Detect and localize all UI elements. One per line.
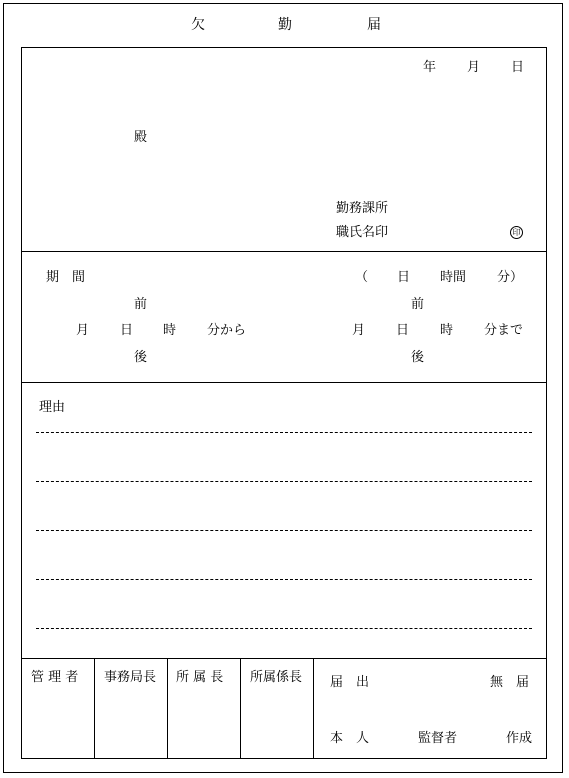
end-day: 日 bbox=[396, 323, 410, 338]
end-pm: 後 bbox=[411, 350, 425, 365]
date-day: 日 bbox=[511, 60, 525, 75]
reason-line bbox=[36, 628, 532, 629]
applicant-name-label: 職氏名印 bbox=[336, 225, 389, 240]
form-frame bbox=[21, 47, 547, 759]
notice-self: 本 人 bbox=[330, 731, 370, 746]
start-hour: 時 bbox=[163, 323, 177, 338]
total-minutes: 分） bbox=[497, 270, 524, 285]
title-char-1: 欠 bbox=[191, 17, 205, 33]
divider-header bbox=[21, 251, 547, 252]
total-hours: 時間 bbox=[440, 270, 467, 285]
notice-no-notice: 無 届 bbox=[490, 675, 530, 690]
role-secretary-general: 事務局長 bbox=[104, 670, 157, 685]
addressee-suffix: 殿 bbox=[134, 130, 148, 145]
role-section-chief: 所属係長 bbox=[250, 670, 303, 685]
end-month: 月 bbox=[352, 323, 366, 338]
footer-col-divider bbox=[240, 658, 241, 759]
start-day: 日 bbox=[120, 323, 134, 338]
end-am: 前 bbox=[411, 297, 425, 312]
end-hour: 時 bbox=[440, 323, 454, 338]
applicant-dept-label: 勤務課所 bbox=[336, 201, 389, 216]
end-minute: 分まで bbox=[484, 323, 524, 338]
role-dept-head: 所 属 長 bbox=[176, 670, 224, 685]
footer-col-divider bbox=[167, 658, 168, 759]
notice-submitted: 届 出 bbox=[330, 675, 370, 690]
start-pm: 後 bbox=[134, 350, 148, 365]
reason-line bbox=[36, 432, 532, 433]
start-am: 前 bbox=[134, 297, 148, 312]
date-month: 月 bbox=[467, 60, 481, 75]
title-char-3: 届 bbox=[367, 17, 381, 33]
footer-col-divider bbox=[94, 658, 95, 759]
title-char-2: 勤 bbox=[278, 17, 292, 33]
notice-supervisor: 監督者 bbox=[418, 731, 458, 746]
start-minute: 分から bbox=[207, 323, 247, 338]
start-month: 月 bbox=[76, 323, 90, 338]
reason-line bbox=[36, 579, 532, 580]
notice-created: 作成 bbox=[506, 731, 533, 746]
reason-line bbox=[36, 481, 532, 482]
reason-label: 理由 bbox=[39, 400, 66, 415]
date-year: 年 bbox=[423, 60, 437, 75]
total-open-paren: （ bbox=[355, 270, 369, 285]
reason-line bbox=[36, 530, 532, 531]
divider-reason bbox=[21, 658, 547, 659]
divider-period bbox=[21, 382, 547, 383]
seal-icon: 印 bbox=[510, 226, 523, 239]
role-manager: 管 理 者 bbox=[31, 670, 79, 685]
total-day: 日 bbox=[397, 270, 411, 285]
footer-col-divider bbox=[313, 658, 314, 759]
period-label: 期 間 bbox=[46, 270, 86, 285]
